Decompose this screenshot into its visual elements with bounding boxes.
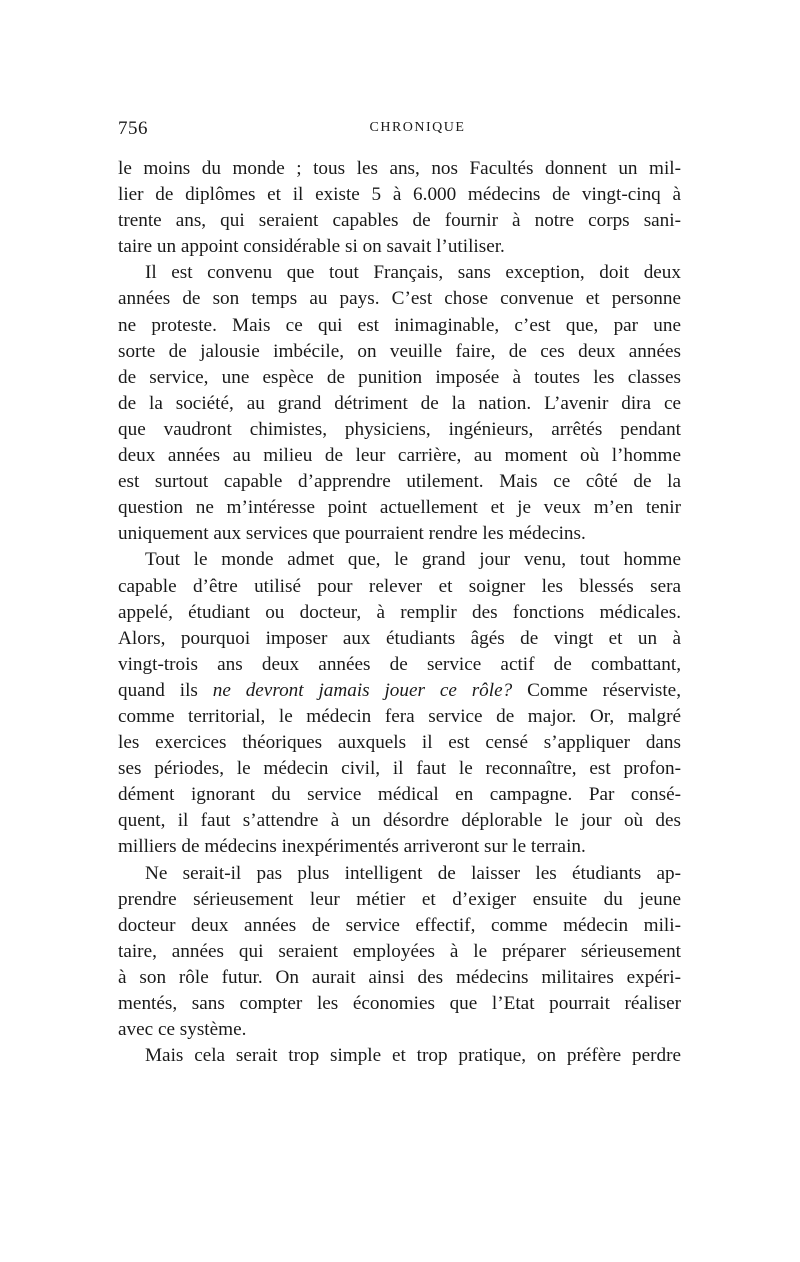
text-line: de la société, au grand détriment de la nation. L’avenir dira ce <box>118 392 681 414</box>
text-line: Tout le monde admet que, le grand jour venu, tout homme <box>145 549 681 571</box>
text-line: mentés, sans compter les économies que l’Etat pourrait réaliser <box>118 993 681 1014</box>
text-line: question ne m’intéresse point actuellement et je veux m’en tenir <box>118 497 681 519</box>
text-line: années de son temps au pays. C’est chose convenue et personne <box>118 288 681 310</box>
text-line: deux années au milieu de leur carrière, au moment où l’homme <box>118 445 681 467</box>
text-line: taire un appoint considérable si on savait l’utiliser. <box>118 236 505 258</box>
text-line: Ne serait-il pas plus intelligent de laisser les étudiants ap- <box>145 862 681 884</box>
text-line: trente ans, qui seraient capables de fournir à notre corps sani- <box>118 210 681 232</box>
text-line: vingt-trois ans deux années de service actif de combattant, <box>118 653 681 675</box>
text-line: dément ignorant du service médical en campagne. Par consé- <box>118 784 681 806</box>
text-line: à son rôle futur. On aurait ainsi des médecins militaires expéri- <box>118 966 681 988</box>
text-line: Mais cela serait trop simple et trop pratique, on préfère perdre <box>145 1045 681 1067</box>
paragraph-3 <box>118 547 681 860</box>
text-line: comme territorial, le médecin fera service de major. Or, malgré <box>118 705 681 727</box>
text-line: ne proteste. Mais ce qui est inimaginable, c’est que, par une <box>118 314 681 336</box>
text-line: que vaudront chimistes, physiciens, ingénieurs, arrêtés pendant <box>118 418 681 440</box>
paragraph-2 <box>118 260 681 547</box>
text-line: taire, années qui seraient employées à le préparer sérieusement <box>118 940 681 962</box>
text-line: docteur deux années de service effectif, comme médecin mili- <box>118 914 681 936</box>
text-line: uniquement aux services que pourraient rendre les médecins. <box>118 523 586 545</box>
text-segment: Comme réserviste, <box>512 679 681 701</box>
book-page <box>118 118 681 1069</box>
text-line: capable d’être utilisé pour relever et soigner les blessés sera <box>118 575 681 597</box>
text-line: ses périodes, le médecin civil, il faut le reconnaître, est profon- <box>118 758 681 780</box>
text-line: avec ce système. <box>118 1019 247 1041</box>
text-line: de service, une espèce de punition imposée à toutes les classes <box>118 366 681 388</box>
text-line: Alors, pourquoi imposer aux étudiants âgés de vingt et un à <box>118 627 681 649</box>
text-line: prendre sérieusement leur métier et d’exiger ensuite du jeune <box>118 888 681 910</box>
paragraph-5 <box>118 1043 681 1069</box>
running-head <box>118 118 681 148</box>
running-title: CHRONIQUE <box>369 120 466 135</box>
text-line: quent, il faut s’attendre à un désordre déplorable le jour où des <box>118 810 681 832</box>
italic-phrase: ne devront jamais jouer ce rôle? <box>212 679 513 701</box>
text-line: Il est convenu que tout Français, sans exception, doit deux <box>145 262 681 284</box>
paragraph-4 <box>118 861 681 1044</box>
text-line: milliers de médecins inexpérimentés arriveront sur le terrain. <box>118 836 586 858</box>
body-text <box>118 156 681 1069</box>
text-line: appelé, étudiant ou docteur, à remplir des fonctions médicales. <box>118 601 681 623</box>
page-number: 756 <box>118 118 148 139</box>
paragraph-1 <box>118 156 681 260</box>
text-line: le moins du monde ; tous les ans, nos Facultés donnent un mil- <box>118 158 681 179</box>
text-line: est surtout capable d’apprendre utilement. Mais ce côté de la <box>118 471 681 493</box>
text-line: sorte de jalousie imbécile, on veuille faire, de ces deux années <box>118 340 681 362</box>
text-line: lier de diplômes et il existe 5 à 6.000 médecins de vingt-cinq à <box>118 184 681 206</box>
text-line: les exercices théoriques auxquels il est censé s’appliquer dans <box>118 732 681 754</box>
text-line-with-italic <box>118 678 681 704</box>
text-segment: quand ils <box>118 679 213 701</box>
